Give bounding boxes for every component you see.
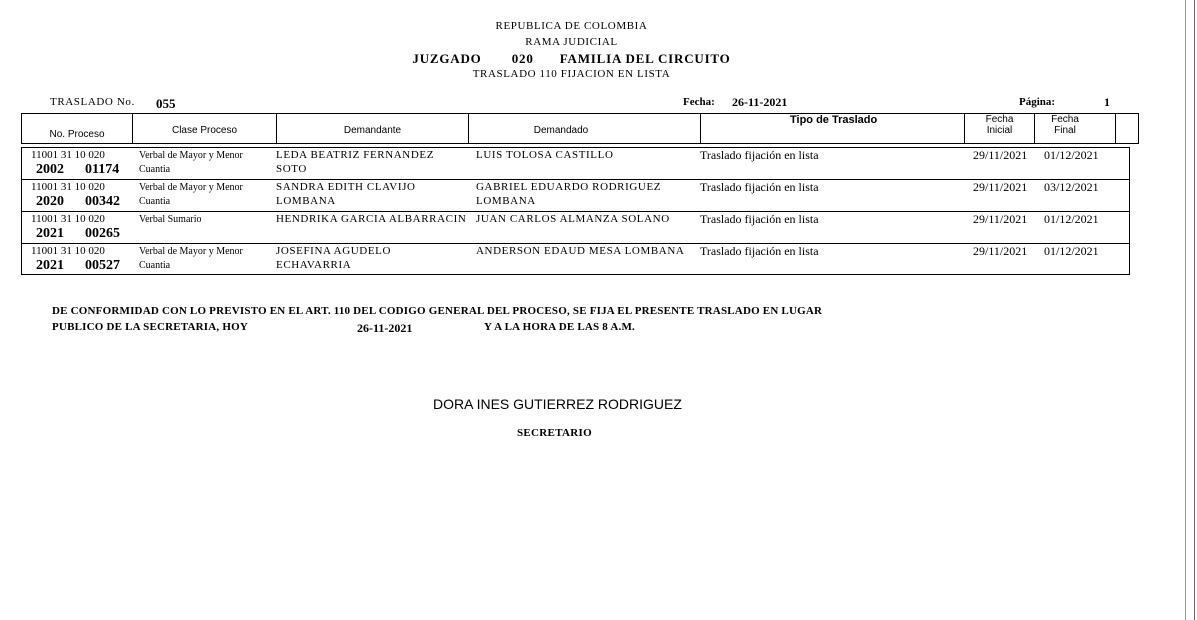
header-divider <box>1115 113 1116 144</box>
demandado-line2: LOMBANA <box>476 195 536 207</box>
fecha-value: 26-11-2021 <box>732 95 788 109</box>
traslado-number: 055 <box>156 96 176 111</box>
pagina-value: 1 <box>1104 95 1110 109</box>
proceso-year: 2021 <box>36 226 64 241</box>
col-header-demandado: Demandado <box>533 125 589 136</box>
demandado-line1: ANDERSON EDAUD MESA LOMBANA <box>476 245 685 257</box>
tipo-traslado: Traslado fijación en lista <box>700 244 819 258</box>
header-divider <box>1138 113 1139 144</box>
clase-line1: Verbal de Mayor y Menor <box>139 182 243 193</box>
col-header-fecha-final <box>1035 114 1095 136</box>
page-edge <box>1185 0 1186 620</box>
header-rama-judicial: RAMA JUDICIAL <box>525 36 618 48</box>
body-right-border <box>1129 147 1130 275</box>
fecha-inicial-line1: Fecha <box>985 114 1014 125</box>
tipo-traslado: Traslado fijación en lista <box>700 212 819 226</box>
body-bottom-border <box>21 274 1129 275</box>
row-separator <box>21 243 1129 244</box>
row-separator <box>21 211 1129 212</box>
proceso-year: 2021 <box>36 258 64 273</box>
col-header-clase-proceso: Clase Proceso <box>171 125 238 136</box>
col-header-demandante: Demandante <box>343 125 402 136</box>
juzgado-number: 020 <box>511 51 534 66</box>
col-header-tipo-traslado: Tipo de Traslado <box>790 114 878 126</box>
demandante-line1: HENDRIKA GARCIA ALBARRACIN <box>276 213 467 225</box>
demandado-line1: GABRIEL EDUARDO RODRIGUEZ <box>476 181 662 193</box>
fecha-inicial: 29/11/2021 <box>973 244 1028 258</box>
clase-line1: Verbal de Mayor y Menor <box>139 150 243 161</box>
header-bottom-border <box>21 143 1139 144</box>
notice-date: 26-11-2021 <box>357 321 413 335</box>
juzgado-name: FAMILIA DEL CIRCUITO <box>559 51 731 66</box>
fecha-final-line1: Fecha <box>1051 114 1079 125</box>
fecha-final-line2: Final <box>1054 125 1076 136</box>
fecha-label: Fecha: <box>683 96 715 108</box>
demandante-line2: ECHAVARRIA <box>276 259 352 271</box>
notice-line2-end: Y A LA HORA DE LAS 8 A.M. <box>484 321 635 333</box>
demandante-line2: SOTO <box>276 163 307 175</box>
signer-name: DORA INES GUTIERREZ RODRIGUEZ <box>433 396 682 412</box>
tipo-traslado: Traslado fijación en lista <box>700 180 819 194</box>
fecha-final: 01/12/2021 <box>1044 212 1099 226</box>
header-traslado-110: TRASLADO 110 FIJACION EN LISTA <box>472 68 671 80</box>
proceso-code: 11001 31 10 020 <box>31 213 105 225</box>
clase-line1: Verbal Sumario <box>139 214 202 225</box>
scrollbar-edge[interactable] <box>1194 0 1195 620</box>
proceso-code: 11001 31 10 020 <box>31 149 105 161</box>
proceso-code: 11001 31 10 020 <box>31 181 105 193</box>
juzgado-label: JUZGADO <box>412 51 482 66</box>
clase-line2: Cuantia <box>139 260 171 271</box>
proceso-code: 11001 31 10 020 <box>31 245 105 257</box>
demandante-line2: LOMBANA <box>276 195 336 207</box>
fecha-inicial: 29/11/2021 <box>973 148 1028 162</box>
demandante-line1: SANDRA EDITH CLAVIJO <box>276 181 416 193</box>
pagina-label: Página: <box>1019 96 1056 108</box>
proceso-year: 2002 <box>36 162 64 177</box>
clase-line2: Cuantia <box>139 164 171 175</box>
header-juzgado <box>0 51 1143 67</box>
fecha-final: 01/12/2021 <box>1044 148 1099 162</box>
clase-line2: Cuantia <box>139 196 171 207</box>
fecha-inicial: 29/11/2021 <box>973 212 1028 226</box>
proceso-number: 00342 <box>85 194 120 209</box>
fecha-inicial: 29/11/2021 <box>973 180 1028 194</box>
demandado-line1: LUIS TOLOSA CASTILLO <box>476 149 614 161</box>
proceso-number: 00265 <box>85 226 120 241</box>
row-separator <box>21 179 1129 180</box>
col-header-fecha-inicial <box>965 114 1034 136</box>
proceso-year: 2020 <box>36 194 64 209</box>
proceso-number: 01174 <box>85 162 120 177</box>
traslado-label: TRASLADO No. <box>50 96 135 108</box>
demandante-line1: JOSEFINA AGUDELO <box>276 245 392 257</box>
demandante-line1: LEDA BEATRIZ FERNANDEZ <box>276 149 435 161</box>
header-republica: REPUBLICA DE COLOMBIA <box>495 20 648 32</box>
fecha-final: 03/12/2021 <box>1044 180 1099 194</box>
tipo-traslado: Traslado fijación en lista <box>700 148 819 162</box>
fecha-inicial-line2: Inicial <box>986 125 1013 136</box>
signer-title: SECRETARIO <box>517 427 592 439</box>
body-top-border <box>21 147 1129 148</box>
demandado-line1: JUAN CARLOS ALMANZA SOLANO <box>476 213 670 225</box>
fecha-final: 01/12/2021 <box>1044 244 1099 258</box>
proceso-number: 00527 <box>85 258 120 273</box>
col-header-no-proceso: No. Proceso <box>49 129 105 140</box>
notice-line1: DE CONFORMIDAD CON LO PREVISTO EN EL ART. 110 DEL CODIGO GENERAL DEL PROCESO, SE FIJA EL PRESENTE TRASLADO EN LUGAR <box>52 305 823 317</box>
notice-line2-start: PUBLICO DE LA SECRETARIA, HOY <box>52 321 248 333</box>
clase-line1: Verbal de Mayor y Menor <box>139 246 243 257</box>
